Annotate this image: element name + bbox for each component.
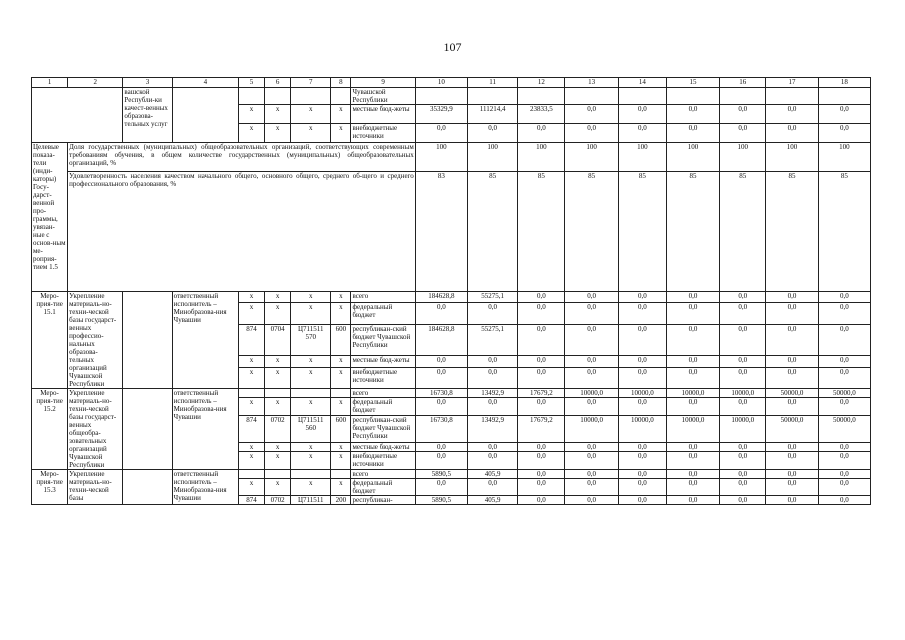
empty-cell [123, 389, 172, 470]
indicator-text-cell: Удовлетворенность населения качеством начального общего, основного общего, среднего об-щего и среднего профессионального образования, % [68, 172, 416, 292]
value-cell: 0,0 [618, 324, 666, 355]
value-cell: 0,0 [518, 479, 565, 496]
empty-cell [618, 88, 666, 105]
value-cell: 0,0 [818, 356, 870, 367]
code-cell: x [265, 303, 291, 324]
code-cell: x [238, 367, 264, 388]
column-header: 11 [468, 78, 518, 88]
value-cell: 0,0 [565, 105, 618, 124]
value-cell: 111214,4 [468, 105, 518, 124]
value-cell: 17679,2 [518, 416, 565, 442]
value-cell: 0,0 [720, 292, 766, 303]
column-header: 18 [818, 78, 870, 88]
executor-cell: ответственный исполнитель – Минобразова-ния Чувашии [172, 389, 238, 470]
code-cell: x [238, 124, 264, 143]
code-cell: 200 [331, 496, 351, 505]
value-cell: 0,0 [468, 479, 518, 496]
column-header: 13 [565, 78, 618, 88]
code-cell: x [331, 442, 351, 451]
value-cell: 0,0 [766, 470, 818, 479]
code-cell: x [331, 303, 351, 324]
value-cell: 0,0 [518, 496, 565, 505]
value-cell: 0,0 [766, 452, 818, 470]
value-cell: 0,0 [720, 470, 766, 479]
value-cell: 0,0 [818, 496, 870, 505]
value-cell: 0,0 [415, 356, 467, 367]
indicator-value-cell: 100 [720, 143, 766, 172]
indicator-value-cell: 100 [415, 143, 467, 172]
measure-label-cell: Меро-прия-тие 15.1 [32, 292, 68, 389]
code-cell: x [291, 479, 331, 496]
value-cell: 13492,9 [468, 389, 518, 398]
value-cell: 0,0 [818, 303, 870, 324]
code-cell: x [265, 356, 291, 367]
empty-cell [818, 88, 870, 105]
column-header: 10 [415, 78, 467, 88]
value-cell: 0,0 [666, 324, 719, 355]
indicator-value-cell: 85 [518, 172, 565, 292]
value-cell: 16730,8 [415, 389, 467, 398]
value-cell: 10000,0 [618, 416, 666, 442]
value-cell: 0,0 [766, 442, 818, 451]
column-header: 15 [666, 78, 719, 88]
indicator-value-cell: 100 [518, 143, 565, 172]
value-cell: 50000,0 [818, 416, 870, 442]
value-cell: 0,0 [618, 356, 666, 367]
table-row [32, 292, 871, 303]
value-cell: 0,0 [666, 479, 719, 496]
value-cell: 0,0 [766, 303, 818, 324]
value-cell: 0,0 [565, 496, 618, 505]
executor-cell: ответственный исполнитель – Минобразова-ния Чувашии [172, 470, 238, 505]
measure-name-cell: Укрепление материаль-но-техни-ческой базы государст-венных профессио-нальных образова-тельных организаций Чувашской Республики [68, 292, 123, 389]
value-cell: 0,0 [618, 452, 666, 470]
value-cell: 10000,0 [720, 389, 766, 398]
column-header: 8 [331, 78, 351, 88]
value-cell: 0,0 [818, 479, 870, 496]
value-cell: 23833,5 [518, 105, 565, 124]
code-cell: x [331, 124, 351, 143]
value-cell: 0,0 [720, 496, 766, 505]
table-row [32, 88, 871, 105]
funding-source-cell: республикан-ский бюджет Чувашской Республики [351, 416, 415, 442]
funding-source-cell: Чувашской Республики [351, 88, 415, 105]
code-cell: 0702 [265, 496, 291, 505]
code-cell: x [291, 303, 331, 324]
value-cell: 405,9 [468, 470, 518, 479]
value-cell: 0,0 [565, 124, 618, 143]
value-cell: 0,0 [818, 442, 870, 451]
code-cell: x [265, 452, 291, 470]
empty-cell [518, 88, 565, 105]
funding-source-cell: республикан-ский бюджет Чувашской Республики [351, 324, 415, 355]
value-cell: 0,0 [720, 452, 766, 470]
code-cell [291, 389, 331, 398]
value-cell: 0,0 [766, 124, 818, 143]
code-cell: x [238, 452, 264, 470]
indicator-value-cell: 85 [818, 172, 870, 292]
code-cell: x [238, 356, 264, 367]
value-cell: 0,0 [666, 356, 719, 367]
indicator-value-cell: 85 [565, 172, 618, 292]
empty-cell [172, 88, 238, 143]
code-cell: x [238, 442, 264, 451]
indicator-value-cell: 85 [666, 172, 719, 292]
value-cell: 0,0 [766, 292, 818, 303]
code-cell: x [238, 292, 264, 303]
value-cell: 0,0 [518, 124, 565, 143]
value-cell: 0,0 [666, 105, 719, 124]
code-cell: x [238, 303, 264, 324]
value-cell: 0,0 [518, 470, 565, 479]
measure-name-cell: вашской Республи-ки качест-венных образова-тельных услуг [123, 88, 172, 143]
value-cell: 0,0 [468, 356, 518, 367]
table-row [32, 389, 871, 398]
value-cell: 0,0 [618, 367, 666, 388]
value-cell: 35329,9 [415, 105, 467, 124]
value-cell: 0,0 [766, 367, 818, 388]
value-cell: 0,0 [468, 303, 518, 324]
value-cell: 0,0 [666, 442, 719, 451]
value-cell: 10000,0 [565, 389, 618, 398]
code-cell: 0702 [265, 416, 291, 442]
value-cell: 0,0 [818, 367, 870, 388]
code-cell: x [331, 479, 351, 496]
value-cell: 0,0 [415, 442, 467, 451]
value-cell: 0,0 [618, 303, 666, 324]
indicator-value-cell: 100 [766, 143, 818, 172]
indicator-value-cell: 85 [618, 172, 666, 292]
empty-cell [720, 88, 766, 105]
column-header: 3 [123, 78, 172, 88]
value-cell: 10000,0 [565, 416, 618, 442]
value-cell: 0,0 [518, 303, 565, 324]
column-header: 14 [618, 78, 666, 88]
value-cell: 0,0 [666, 398, 719, 416]
value-cell: 16730,8 [415, 416, 467, 442]
value-cell: 13492,9 [468, 416, 518, 442]
value-cell: 0,0 [565, 442, 618, 451]
value-cell: 0,0 [766, 324, 818, 355]
column-header: 7 [291, 78, 331, 88]
funding-source-cell: всего [351, 292, 415, 303]
value-cell: 10000,0 [666, 389, 719, 398]
value-cell: 0,0 [565, 303, 618, 324]
code-cell: 600 [331, 416, 351, 442]
funding-source-cell: местные бюд-жеты [351, 442, 415, 451]
value-cell: 0,0 [468, 367, 518, 388]
empty-cell [415, 88, 467, 105]
funding-source-cell: республикан- [351, 496, 415, 505]
empty-cell [265, 88, 291, 105]
value-cell: 405,9 [468, 496, 518, 505]
value-cell: 0,0 [720, 442, 766, 451]
value-cell: 0,0 [468, 442, 518, 451]
measure-name-cell: Укрепление материаль-но-техни-ческой базы [68, 470, 123, 505]
code-cell: 874 [238, 496, 264, 505]
value-cell: 10000,0 [618, 389, 666, 398]
empty-cell [666, 88, 719, 105]
value-cell: 0,0 [666, 470, 719, 479]
value-cell: 0,0 [565, 324, 618, 355]
value-cell: 0,0 [818, 324, 870, 355]
value-cell: 0,0 [468, 398, 518, 416]
column-header: 5 [238, 78, 264, 88]
code-cell: x [291, 452, 331, 470]
code-cell: Ц711511 [291, 496, 331, 505]
empty-cell [565, 88, 618, 105]
value-cell: 0,0 [618, 124, 666, 143]
code-cell [238, 470, 264, 479]
column-header: 2 [68, 78, 123, 88]
code-cell: x [291, 292, 331, 303]
value-cell: 17679,2 [518, 389, 565, 398]
column-header: 9 [351, 78, 415, 88]
funding-source-cell: внебюджетные источники [351, 452, 415, 470]
value-cell: 50000,0 [818, 389, 870, 398]
funding-source-cell: федеральный бюджет [351, 398, 415, 416]
value-cell: 0,0 [720, 303, 766, 324]
value-cell: 55275,1 [468, 292, 518, 303]
code-cell [265, 389, 291, 398]
value-cell: 10000,0 [666, 416, 719, 442]
code-cell: 0704 [265, 324, 291, 355]
value-cell: 0,0 [666, 367, 719, 388]
code-cell: Ц711511 570 [291, 324, 331, 355]
indicator-value-cell: 85 [468, 172, 518, 292]
indicator-row [32, 143, 871, 172]
code-cell [331, 470, 351, 479]
value-cell: 0,0 [565, 479, 618, 496]
indicator-value-cell: 85 [720, 172, 766, 292]
code-cell: x [331, 452, 351, 470]
code-cell: x [291, 356, 331, 367]
funding-source-cell: внебюджетные источники [351, 124, 415, 143]
value-cell: 0,0 [666, 303, 719, 324]
indicator-text-cell: Доля государственных (муниципальных) общеобразовательных организаций, соответствующих современным требованиям обучения, в общем количестве государственных (муниципальных) общеобразовательных организаций, % [68, 143, 416, 172]
value-cell: 0,0 [415, 367, 467, 388]
empty-cell [123, 470, 172, 505]
value-cell: 0,0 [618, 292, 666, 303]
code-cell: x [331, 105, 351, 124]
code-cell: x [265, 367, 291, 388]
value-cell: 55275,1 [468, 324, 518, 355]
value-cell: 10000,0 [720, 416, 766, 442]
indicator-value-cell: 100 [618, 143, 666, 172]
value-cell: 0,0 [518, 324, 565, 355]
measure-label-cell: Меро-прия-тие 15.3 [32, 470, 68, 505]
code-cell [265, 470, 291, 479]
value-cell: 0,0 [415, 479, 467, 496]
code-cell: x [265, 292, 291, 303]
value-cell: 0,0 [720, 356, 766, 367]
indicator-row [32, 172, 871, 292]
value-cell: 0,0 [818, 398, 870, 416]
empty-cell [123, 292, 172, 389]
value-cell: 0,0 [618, 105, 666, 124]
funding-source-cell: всего [351, 389, 415, 398]
value-cell: 50000,0 [766, 389, 818, 398]
code-cell: x [331, 292, 351, 303]
indicator-label-cell: Целевые показа-тели (инди-каторы) Госу-дарст-венной про-граммы, увязан-ные с основ-ным ме-роприя-тием 1.5 [32, 143, 68, 292]
value-cell: 0,0 [720, 398, 766, 416]
funding-source-cell: внебюджетные источники [351, 367, 415, 388]
value-cell: 0,0 [666, 452, 719, 470]
value-cell: 0,0 [666, 124, 719, 143]
code-cell: x [331, 367, 351, 388]
column-header: 6 [265, 78, 291, 88]
value-cell: 0,0 [818, 124, 870, 143]
page-number: 107 [443, 40, 462, 54]
value-cell: 0,0 [618, 496, 666, 505]
header-row [32, 78, 871, 88]
indicator-value-cell: 100 [565, 143, 618, 172]
code-cell: x [238, 105, 264, 124]
value-cell: 0,0 [766, 496, 818, 505]
value-cell: 0,0 [818, 105, 870, 124]
code-cell: x [238, 398, 264, 416]
indicator-value-cell: 100 [666, 143, 719, 172]
column-header: 1 [32, 78, 68, 88]
code-cell: x [265, 124, 291, 143]
value-cell: 0,0 [415, 124, 467, 143]
column-header: 17 [766, 78, 818, 88]
code-cell: 874 [238, 324, 264, 355]
value-cell: 0,0 [818, 292, 870, 303]
value-cell: 0,0 [565, 398, 618, 416]
column-header: 16 [720, 78, 766, 88]
value-cell: 184628,8 [415, 324, 467, 355]
code-cell: 600 [331, 324, 351, 355]
value-cell: 0,0 [415, 452, 467, 470]
value-cell: 0,0 [666, 292, 719, 303]
value-cell: 0,0 [766, 398, 818, 416]
value-cell: 184628,8 [415, 292, 467, 303]
value-cell: 50000,0 [766, 416, 818, 442]
indicator-value-cell: 83 [415, 172, 467, 292]
value-cell: 0,0 [618, 470, 666, 479]
code-cell [331, 389, 351, 398]
value-cell: 0,0 [565, 470, 618, 479]
code-cell: x [238, 479, 264, 496]
value-cell: 0,0 [818, 452, 870, 470]
value-cell: 0,0 [720, 105, 766, 124]
value-cell: 0,0 [818, 470, 870, 479]
value-cell: 0,0 [468, 452, 518, 470]
code-cell [291, 470, 331, 479]
value-cell: 0,0 [618, 479, 666, 496]
value-cell: 0,0 [720, 367, 766, 388]
code-cell: x [291, 367, 331, 388]
indicator-value-cell: 85 [766, 172, 818, 292]
code-cell: 874 [238, 416, 264, 442]
measure-label-cell: Меро-прия-тие 15.2 [32, 389, 68, 470]
code-cell: x [331, 398, 351, 416]
empty-cell [32, 88, 123, 143]
column-header: 4 [172, 78, 238, 88]
code-cell: x [265, 442, 291, 451]
indicator-value-cell: 100 [818, 143, 870, 172]
value-cell: 0,0 [766, 105, 818, 124]
executor-cell: ответственный исполнитель – Минобразова-ния Чувашии [172, 292, 238, 389]
code-cell: x [331, 356, 351, 367]
code-cell: x [265, 479, 291, 496]
value-cell: 0,0 [468, 124, 518, 143]
value-cell: 0,0 [565, 367, 618, 388]
code-cell: x [265, 105, 291, 124]
value-cell: 0,0 [666, 496, 719, 505]
value-cell: 0,0 [720, 324, 766, 355]
value-cell: 0,0 [518, 452, 565, 470]
value-cell: 0,0 [618, 442, 666, 451]
code-cell: x [291, 442, 331, 451]
funding-source-cell: местные бюд-жеты [351, 356, 415, 367]
value-cell: 0,0 [720, 479, 766, 496]
empty-cell [766, 88, 818, 105]
code-cell: x [291, 105, 331, 124]
code-cell [238, 389, 264, 398]
value-cell: 5890,5 [415, 470, 467, 479]
value-cell: 0,0 [766, 479, 818, 496]
code-cell: x [265, 398, 291, 416]
value-cell: 0,0 [565, 452, 618, 470]
table-row [32, 470, 871, 479]
value-cell: 0,0 [720, 124, 766, 143]
funding-source-cell: всего [351, 470, 415, 479]
column-header: 12 [518, 78, 565, 88]
value-cell: 0,0 [518, 442, 565, 451]
value-cell: 0,0 [565, 292, 618, 303]
value-cell: 0,0 [565, 356, 618, 367]
code-cell: x [291, 398, 331, 416]
value-cell: 0,0 [766, 356, 818, 367]
budget-table [31, 77, 871, 505]
value-cell: 0,0 [415, 398, 467, 416]
empty-cell [468, 88, 518, 105]
code-cell: x [291, 124, 331, 143]
funding-source-cell: местные бюд-жеты [351, 105, 415, 124]
value-cell: 0,0 [518, 398, 565, 416]
table-body [32, 78, 871, 505]
value-cell: 0,0 [415, 303, 467, 324]
value-cell: 0,0 [518, 367, 565, 388]
measure-name-cell: Укрепление материаль-но-техни-ческой базы государст-венных общеобра-зовательных организаций Чувашской Республики [68, 389, 123, 470]
value-cell: 0,0 [518, 292, 565, 303]
empty-cell [331, 88, 351, 105]
indicator-value-cell: 100 [468, 143, 518, 172]
funding-source-cell: федеральный бюджет [351, 303, 415, 324]
value-cell: 5890,5 [415, 496, 467, 505]
code-cell: Ц711511 560 [291, 416, 331, 442]
empty-cell [238, 88, 264, 105]
value-cell: 0,0 [618, 398, 666, 416]
empty-cell [291, 88, 331, 105]
value-cell: 0,0 [518, 356, 565, 367]
funding-source-cell: федеральный бюджет [351, 479, 415, 496]
